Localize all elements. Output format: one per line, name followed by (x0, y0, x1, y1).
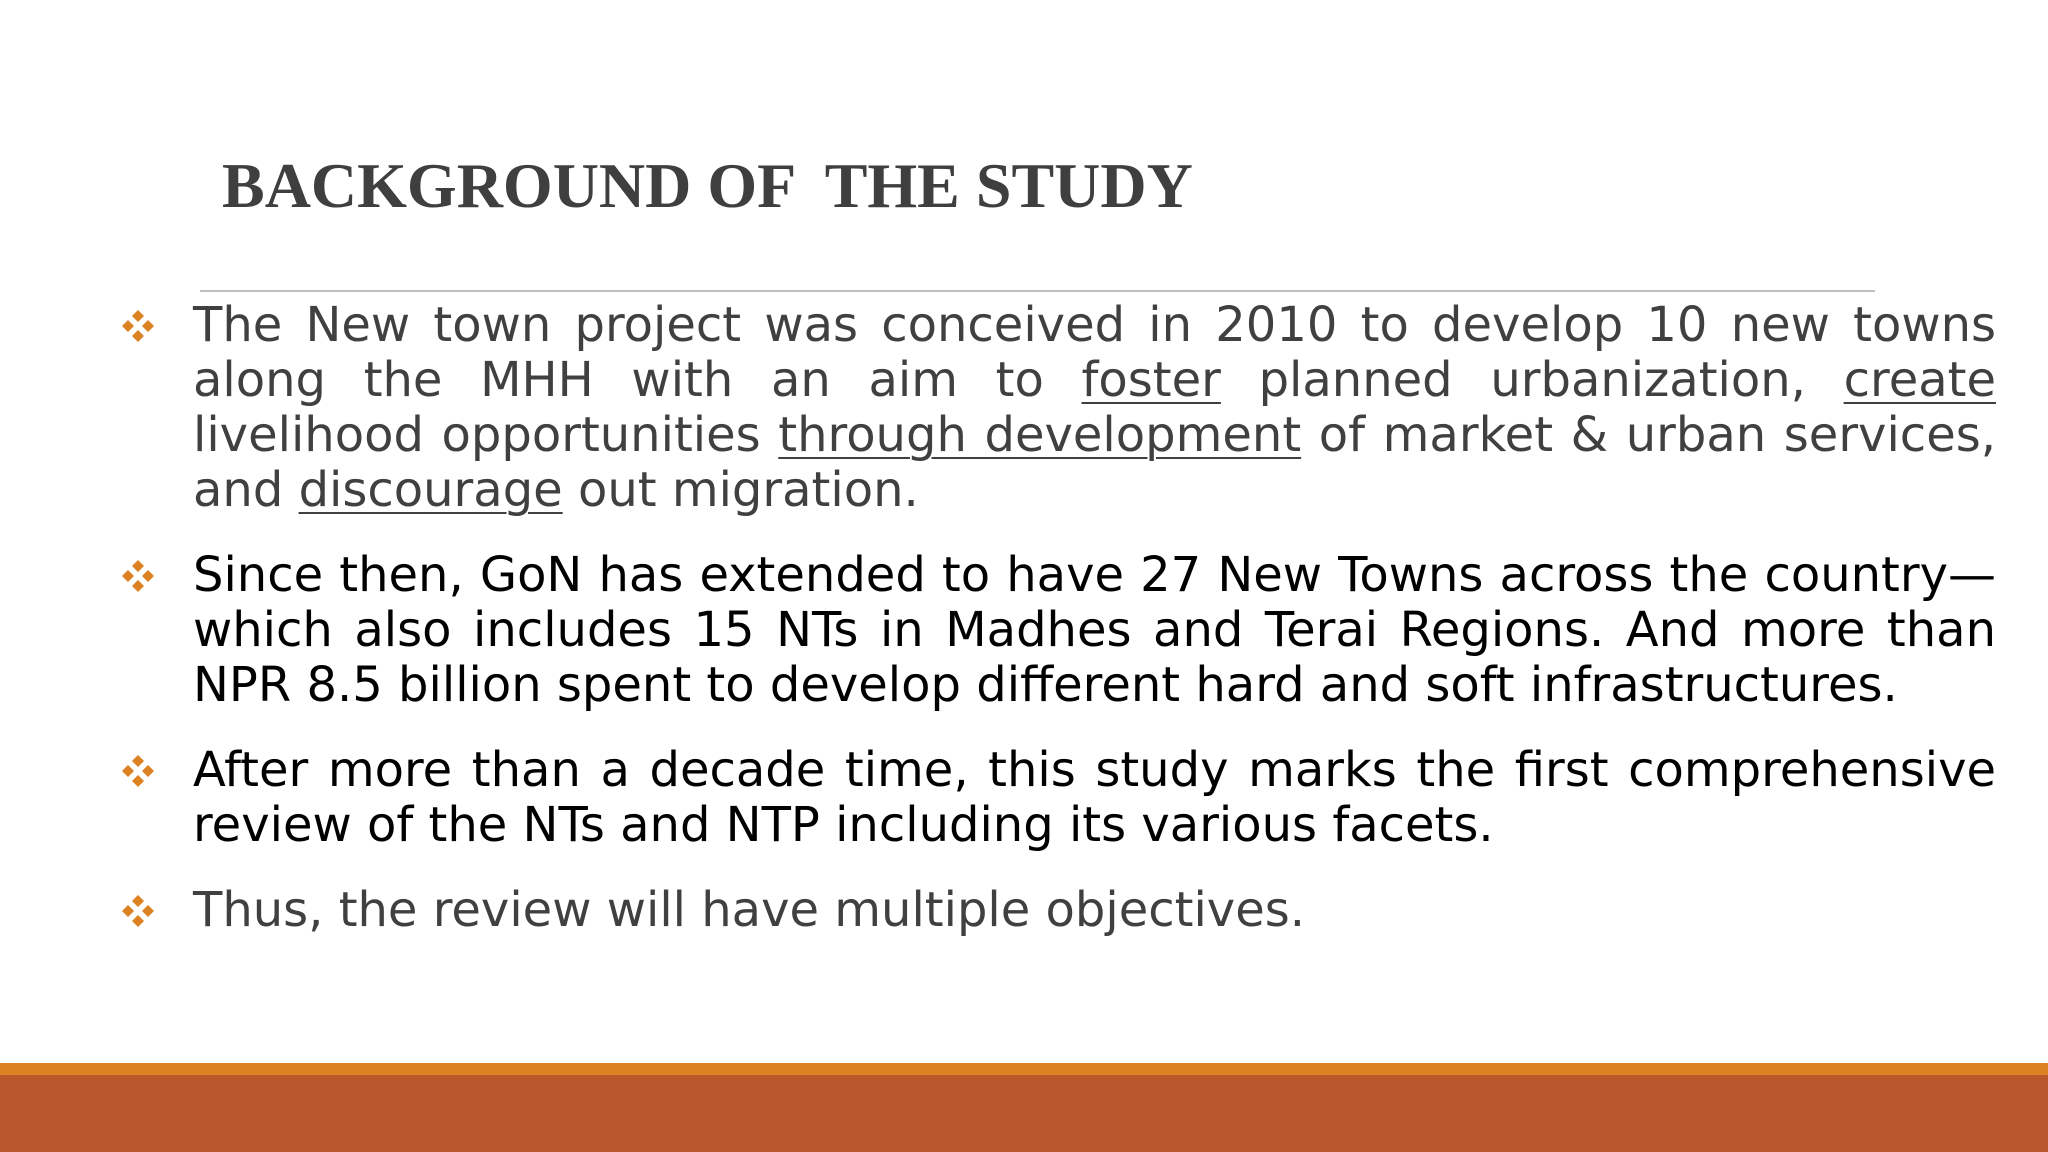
four-diamond-bullet-icon (116, 304, 160, 348)
four-diamond-bullet-icon (116, 889, 160, 933)
four-diamond-bullet-icon (116, 749, 160, 793)
bullet-item-1 (116, 298, 1996, 518)
bullet-item-2 (116, 548, 1996, 713)
footer-accent-stripe (0, 1063, 2048, 1075)
underlined-phrase-through-development: through development (778, 407, 1302, 463)
bullet-text: The New town project was conceived in 2010 to develop 10 new towns along the MHH with an aim to foster planned urbanization, create livelihood opportunities through development of market & urban services, and discourage out migration. (193, 297, 1996, 518)
underlined-word-foster: foster (1081, 352, 1221, 408)
bullet-item-4 (116, 883, 1996, 938)
bullet-list (116, 298, 1996, 968)
slide-title: BACKGROUND OF THE STUDY (222, 150, 1193, 221)
bullet-text: Since then, GoN has extended to have 27 New Towns across the country—which also includes 15 NTs in Madhes and Terai Regions. And more than NPR 8.5 billion spent to develop different hard and soft infrastructures. (193, 547, 1996, 713)
title-divider (200, 290, 1875, 292)
bullet-text: Thus, the review will have multiple objectives. (193, 882, 1305, 938)
bullet-item-3 (116, 743, 1996, 853)
footer-band (0, 1075, 2048, 1152)
underlined-word-discourage: discourage (298, 462, 563, 518)
underlined-word-create: create (1843, 352, 1996, 408)
bullet-text: After more than a decade time, this study marks the first comprehensive review of the NTs and NTP including its various facets. (193, 742, 1996, 853)
four-diamond-bullet-icon (116, 554, 160, 598)
